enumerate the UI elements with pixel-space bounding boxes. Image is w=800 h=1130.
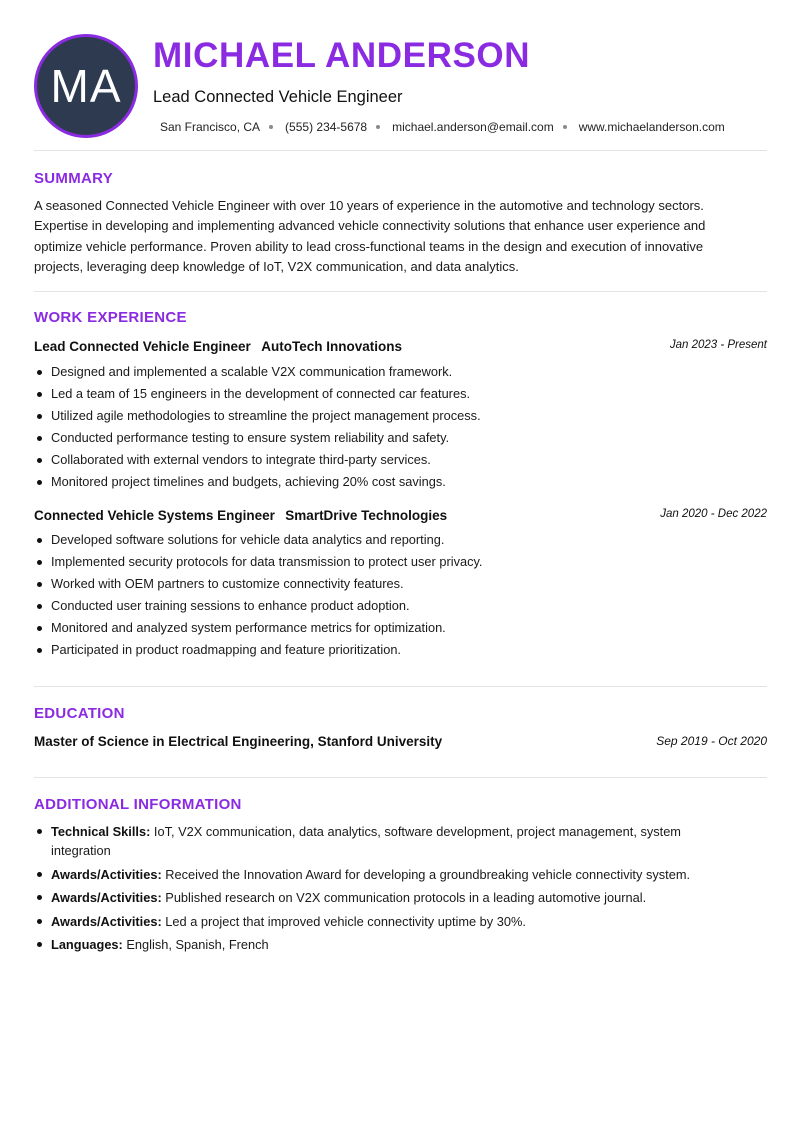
additional-info-heading: ADDITIONAL INFORMATION <box>34 796 242 813</box>
list-item: Implemented security protocols for data transmission to protect user privacy. <box>34 554 754 576</box>
job-company: AutoTech Innovations <box>261 339 403 354</box>
contact-email[interactable]: michael.anderson@email.com <box>392 120 554 134</box>
list-item: Monitored project timelines and budgets, achieving 20% cost savings. <box>34 474 754 496</box>
list-item: Collaborated with external vendors to integrate third-party services. <box>34 452 754 474</box>
contact-row <box>160 120 770 134</box>
job-role: Lead Connected Vehicle Engineer <box>34 339 251 354</box>
list-item: Conducted performance testing to ensure system reliability and safety. <box>34 430 754 452</box>
list-item: Worked with OEM partners to customize connectivity features. <box>34 576 754 598</box>
info-text: Received the Innovation Award for developing a groundbreaking vehicle connectivity system. <box>165 866 691 882</box>
summary-heading: SUMMARY <box>34 170 114 187</box>
list-item: Developed software solutions for vehicle data analytics and reporting. <box>34 532 754 554</box>
list-item: Participated in product roadmapping and feature prioritization. <box>34 642 754 664</box>
summary-text: A seasoned Connected Vehicle Engineer with over 10 years of experience in the automotive and technology sectors. Expertise in developing and implementing advanced vehicle connectivity solutions that enhance user experience and optimize vehicle performance. Proven ability to lead cross-functional teams in the design and execution of innovative projects, leveraging deep knowledge of IoT, V2X communication, and data analytics. <box>34 198 706 275</box>
list-item <box>34 865 734 884</box>
job-dates: Jan 2023 - Present <box>669 339 767 351</box>
avatar <box>34 34 138 138</box>
job-header <box>34 338 767 356</box>
list-item: Utilized agile methodologies to streamline the project management process. <box>34 408 754 430</box>
job-bullet-list <box>34 364 754 497</box>
job-company: SmartDrive Technologies <box>285 508 448 523</box>
contact-phone: (555) 234-5678 <box>285 120 368 134</box>
candidate-name: MICHAEL ANDERSON <box>153 36 531 75</box>
section-divider <box>34 291 767 292</box>
job-dates: Jan 2020 - Dec 2022 <box>660 508 767 520</box>
candidate-title: Lead Connected Vehicle Engineer <box>153 88 403 106</box>
list-item: Designed and implemented a scalable V2X communication framework. <box>34 364 754 386</box>
separator-dot-icon <box>376 125 380 129</box>
info-text: English, Spanish, French <box>126 937 269 952</box>
list-item <box>34 822 734 860</box>
avatar-initials: MA <box>50 60 122 112</box>
info-text: IoT, V2X communication, data analytics, software development, project management, system integration <box>51 824 681 858</box>
info-label: Awards/Activities: <box>51 890 162 905</box>
job-role: Connected Vehicle Systems Engineer <box>34 508 275 523</box>
job-bullet-list <box>34 532 754 665</box>
list-item <box>34 912 734 931</box>
education-entry <box>34 733 767 751</box>
info-label: Technical Skills: <box>51 824 151 839</box>
list-item <box>34 935 734 954</box>
work-experience-heading: WORK EXPERIENCE <box>34 309 187 326</box>
education-dates: Sep 2019 - Oct 2020 <box>656 734 767 748</box>
info-text: Published research on V2X communication protocols in a leading automotive journal. <box>165 890 647 905</box>
list-item <box>34 888 734 907</box>
education-degree: Master of Science in Electrical Engineering, Stanford University <box>34 734 443 749</box>
info-text: Led a project that improved vehicle connectivity uptime by 30%. <box>165 913 526 929</box>
job-header <box>34 507 767 525</box>
info-label: Awards/Activities: <box>51 913 162 929</box>
section-divider <box>34 777 767 778</box>
info-label: Awards/Activities: <box>51 866 162 882</box>
section-divider <box>34 686 767 687</box>
section-divider <box>34 150 767 151</box>
separator-dot-icon <box>269 125 273 129</box>
contact-location: San Francisco, CA <box>160 120 261 134</box>
resume-header <box>0 0 800 150</box>
education-heading: EDUCATION <box>34 705 125 722</box>
additional-info-list <box>34 822 734 959</box>
contact-website[interactable]: www.michaelanderson.com <box>578 120 725 134</box>
separator-dot-icon <box>563 125 567 129</box>
list-item: Conducted user training sessions to enhance product adoption. <box>34 598 754 620</box>
info-label: Languages: <box>51 937 123 952</box>
list-item: Monitored and analyzed system performance metrics for optimization. <box>34 620 754 642</box>
list-item: Led a team of 15 engineers in the development of connected car features. <box>34 386 754 408</box>
